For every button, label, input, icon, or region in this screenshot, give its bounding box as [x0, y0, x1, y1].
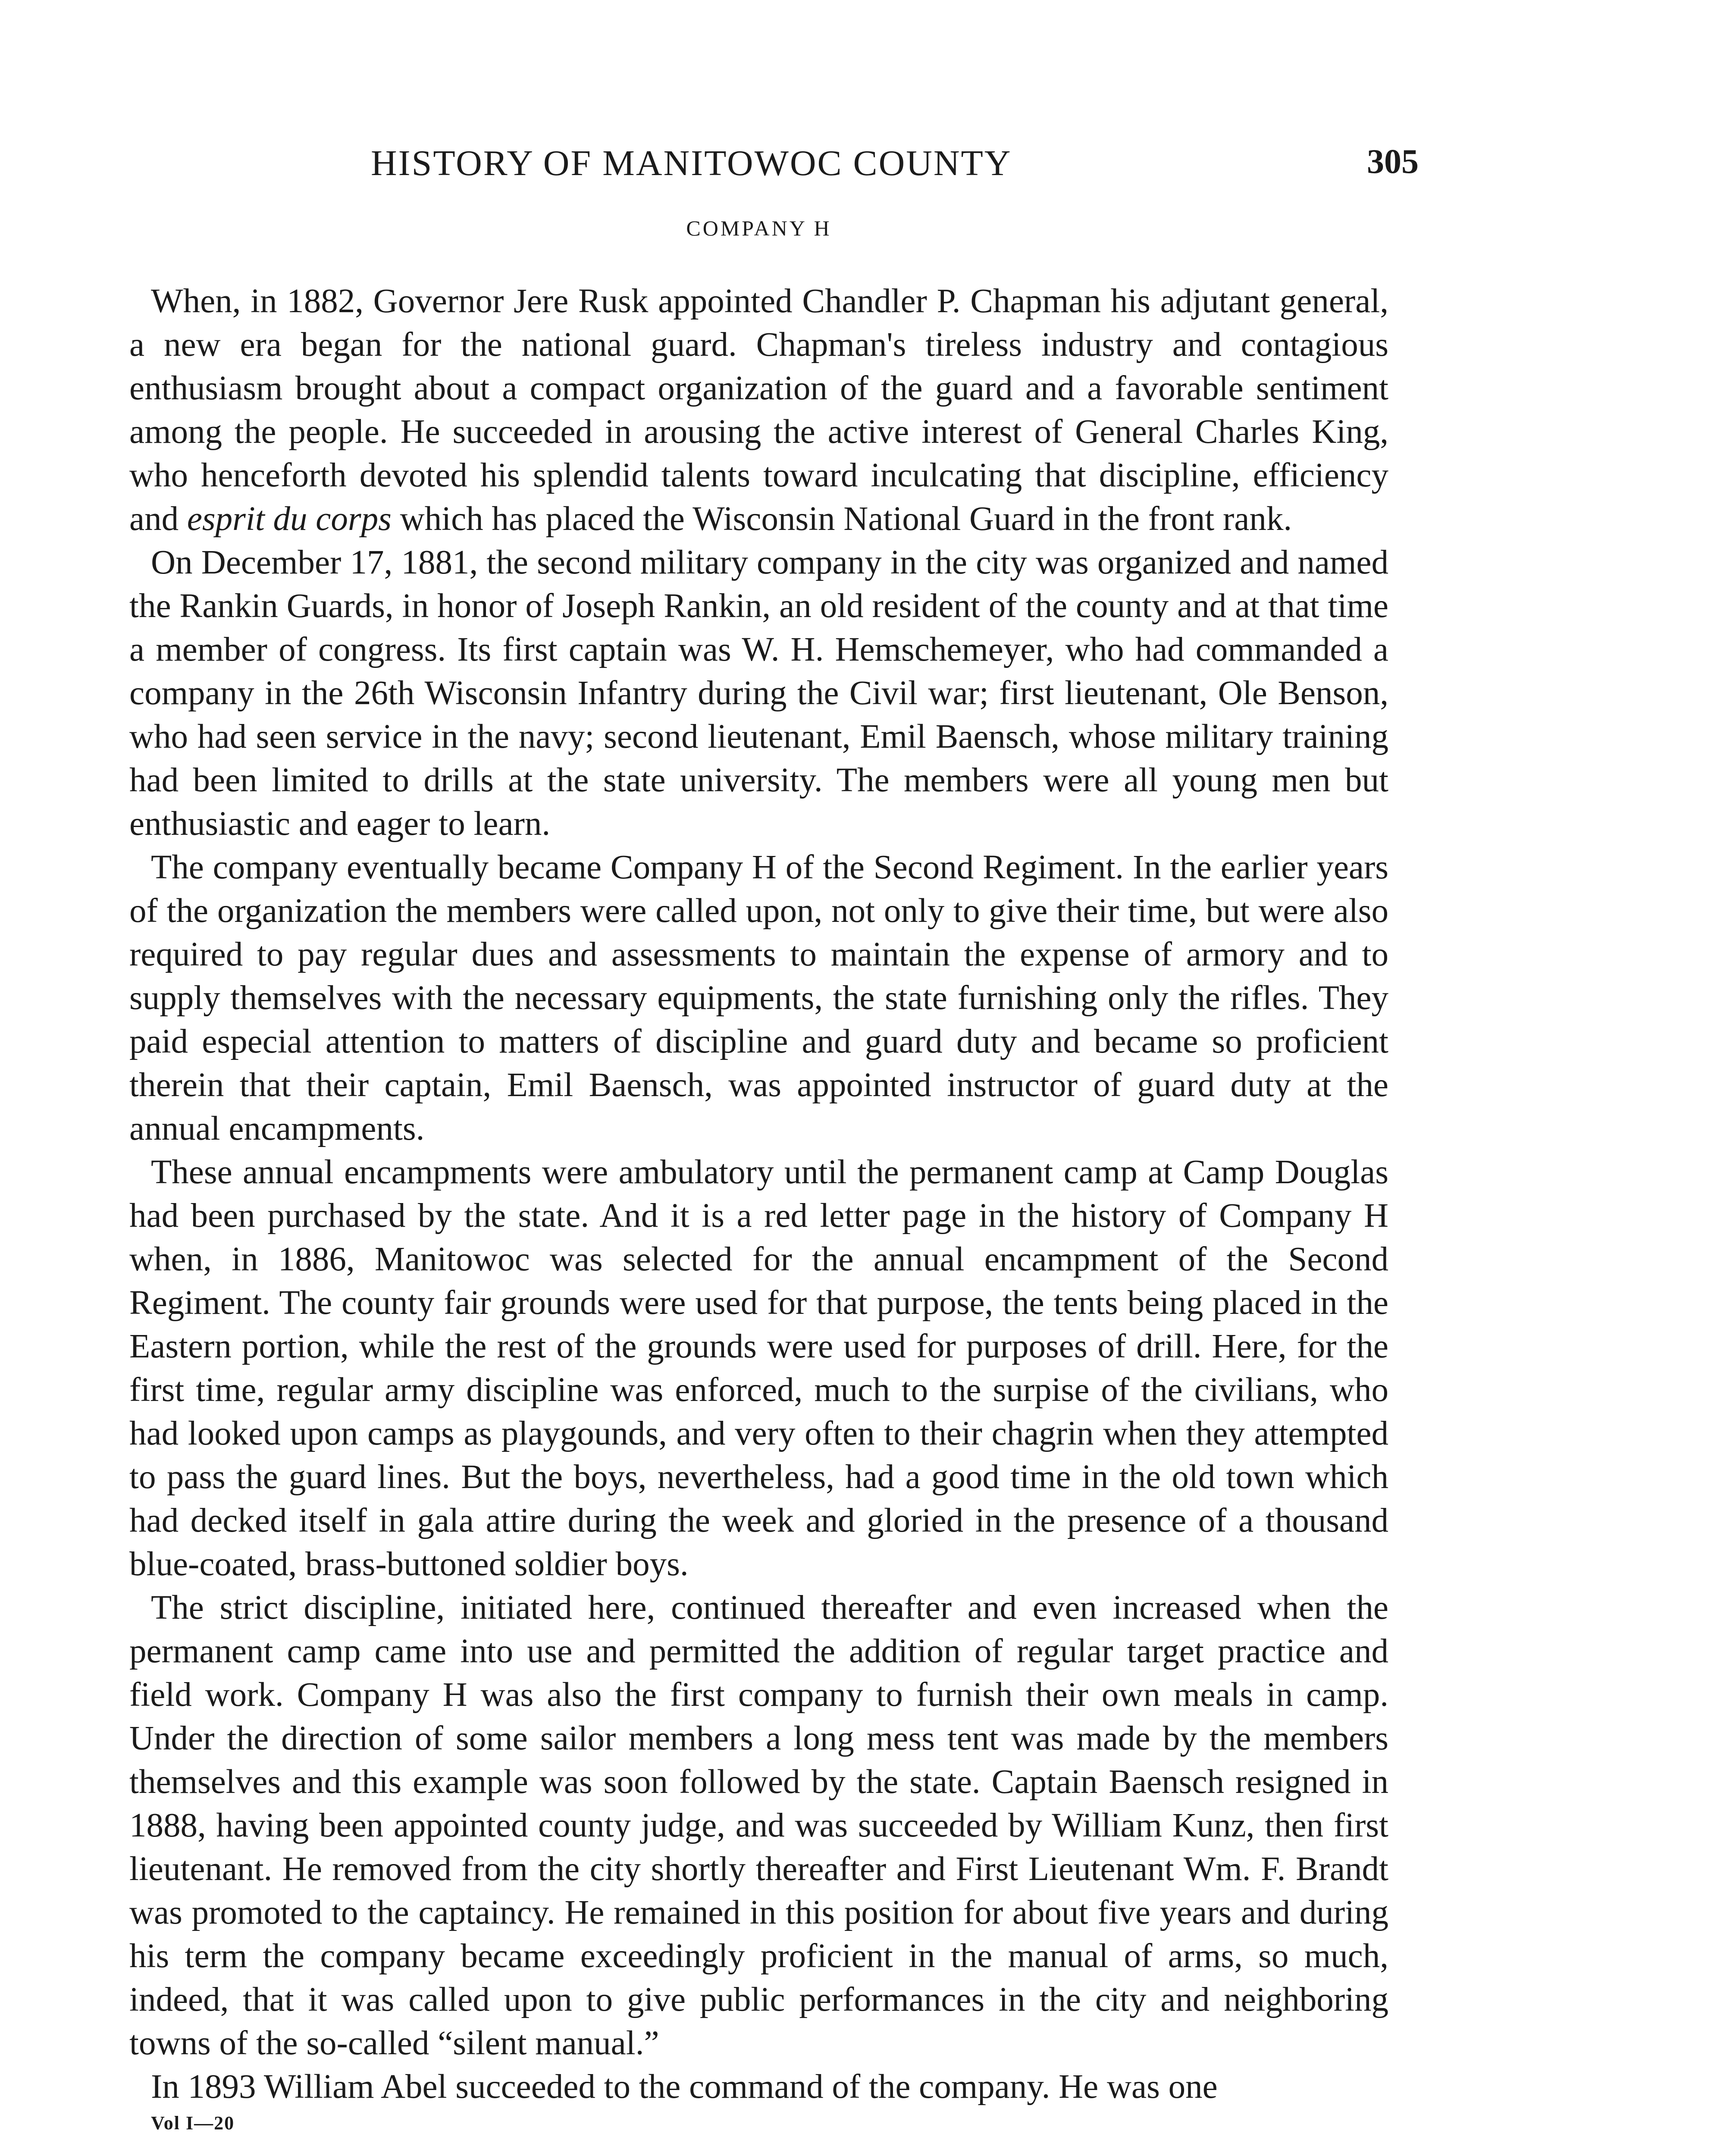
- signature-mark: Vol I—20: [151, 2112, 235, 2134]
- page-number: 305: [1367, 143, 1419, 181]
- page: [129, 142, 1419, 2134]
- section-heading: COMPANY H: [686, 216, 832, 240]
- paragraph-2: On December 17, 1881, the second military company in the city was organized and named the Rankin Guards, in honor of Joseph Rankin, an old resident of the county and at that time a member of congress. Its first captain was W. H. Hemschemeyer, who had commanded a company in the 26th Wisconsin Infantry during the Civil war; first lieutenant, Ole Benson, who had seen service in the navy; second lieutenant, Emil Baensch, whose military training had been limited to drills at the state university. The members were all young men but enthusiastic and eager to learn.: [129, 544, 1388, 843]
- paragraph-6: In 1893 William Abel succeeded to the command of the company. He was one: [151, 2068, 1218, 2106]
- paragraph-4: These annual encampments were ambulatory until the permanent camp at Camp Douglas had been purchased by the state. And it is a red letter page in the history of Company H when, in 1886, Manitowoc was selected for the annual encampment of the Second Regiment. The county fair grounds were used for that purpose, the tents being placed in the Eastern portion, while the rest of the grounds were used for purposes of drill. Here, for the first time, regular army discipline was enforced, much to the surpise of the civilians, who had looked upon camps as playgounds, and very often to their chagrin when they attempted to pass the guard lines. But the boys, nevertheless, had a good time in the old town which had decked itself in gala attire during the week and gloried in the presence of a thousand blue-coated, brass-buttoned soldier boys.: [129, 1153, 1388, 1583]
- paragraph-1: [129, 279, 1388, 541]
- paragraph-3: The company eventually became Company H of the Second Regiment. In the earlier years of the organization the members were called upon, not only to give their time, but were also required to pay regular dues and assessments to maintain the expense of armory and to supply themselves with the necessary equipments, the state furnishing only the rifles. They paid especial attention to matters of discipline and guard duty and became so proficient therein that their captain, Emil Baensch, was appointed instructor of guard duty at the annual encampments.: [129, 849, 1388, 1147]
- paragraph-5: The strict discipline, initiated here, continued thereafter and even increased when the permanent camp came into use and permitted the addition of regular target practice and field work. Company H was also the first company to furnish their own meals in camp. Under the direction of some sailor members a long mess tent was made by the members themselves and this example was soon followed by the state. Captain Baensch resigned in 1888, having been appointed county judge, and was succeeded by William Kunz, then first lieutenant. He removed from the city shortly thereafter and First Lieutenant Wm. F. Brandt was promoted to the captaincy. He remained in this position for about five years and during his term the company became exceedingly proficient in the manual of arms, so much, indeed, that it was called upon to give public performances in the city and neighboring towns of the so-called “silent manual.”: [129, 1589, 1388, 2062]
- paragraph-1-before: When, in 1882, Governor Jere Rusk appointed Chandler P. Chapman his adjutant general, a new era began for the national guard. Chapman's tireless industry and contagious enthusiasm brought about a compact organization of the guard and a favorable sentiment among the people. He succeeded in arousing the active interest of General Charles King, who henceforth devoted his splendid talents toward inculcating that discipline, efficiency and: [129, 282, 1388, 538]
- body-text: [129, 279, 1388, 2109]
- running-title: HISTORY OF MANITOWOC COUNTY: [371, 143, 1012, 183]
- paragraph-1-after: which has placed the Wisconsin National Guard in the front rank.: [391, 500, 1292, 538]
- paragraph-1-italic: esprit du corps: [187, 500, 392, 538]
- running-head: [129, 142, 1419, 203]
